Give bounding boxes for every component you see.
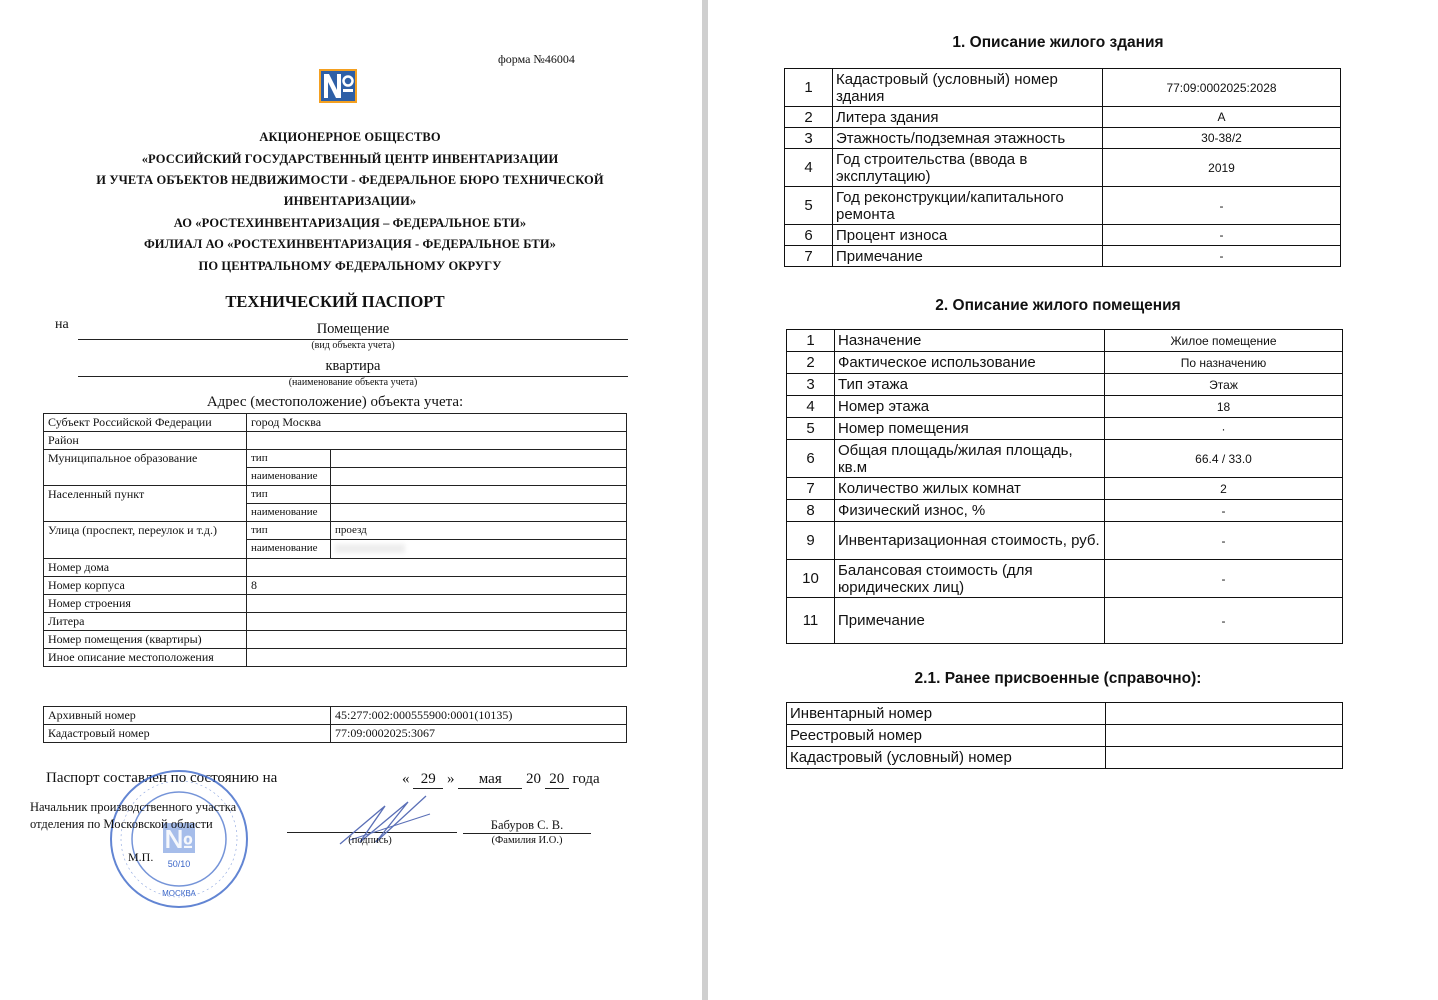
- table-row: [44, 631, 627, 649]
- table-row: [44, 577, 627, 595]
- row-label: Физический износ, %: [835, 500, 1105, 522]
- org-line-6: ФИЛИАЛ АО «РОСТЕХИНВЕНТАРИЗАЦИЯ - ФЕДЕРАЛЬНОЕ БТИ»: [143, 237, 557, 251]
- table-row: [787, 418, 1343, 440]
- street-label: Улица (проспект, переулок и т.д.): [44, 522, 247, 559]
- date-year-prefix: 20: [526, 771, 541, 787]
- row-value: [1106, 703, 1343, 725]
- object-name-caption: (наименование объекта учета): [288, 377, 418, 388]
- row-number: 4: [785, 149, 833, 187]
- date-open-quote: «: [402, 771, 410, 787]
- archive-label: Архивный номер: [44, 707, 331, 725]
- cadastral-value: 77:09:0002025:3067: [331, 725, 627, 743]
- row-value: ·: [1105, 418, 1343, 440]
- stamp-number: 50/10: [167, 859, 191, 869]
- row-value: А: [1103, 107, 1341, 128]
- row-label: Количество жилых комнат: [835, 478, 1105, 500]
- row-label: Примечание: [835, 598, 1105, 644]
- district-value: [247, 432, 627, 450]
- row-label: Номер этажа: [835, 396, 1105, 418]
- row-label: Процент износа: [833, 225, 1103, 246]
- section-2-title: 2. Описание жилого помещения: [935, 297, 1181, 314]
- other-value: [247, 649, 627, 667]
- chief-line-2: отделения по Московской области: [30, 817, 213, 831]
- row-value: [1106, 725, 1343, 747]
- object-name-value: квартира: [325, 358, 381, 374]
- building-value: 8: [247, 577, 627, 595]
- row-label: Этажность/подземная этажность: [833, 128, 1103, 149]
- street-name-value: [331, 540, 627, 559]
- structure-value: [247, 595, 627, 613]
- org-line-7: ПО ЦЕНТРАЛЬНОМУ ФЕДЕРАЛЬНОМУ ОКРУГУ: [198, 259, 502, 273]
- table-row: [785, 149, 1341, 187]
- street-name-label: наименование: [247, 540, 331, 559]
- table-row: [44, 522, 627, 540]
- row-number: 6: [787, 440, 835, 478]
- row-label: Кадастровый (условный) номер здания: [833, 69, 1103, 107]
- date-line: [402, 771, 600, 789]
- row-value: 30-38/2: [1103, 128, 1341, 149]
- table-row: [785, 225, 1341, 246]
- section-2-1-title: 2.1. Ранее присвоенные (справочно):: [914, 670, 1202, 687]
- row-value: 66.4 / 33.0: [1105, 440, 1343, 478]
- row-label: Фактическое использование: [835, 352, 1105, 374]
- table-row: [785, 187, 1341, 225]
- row-label: Номер помещения: [835, 418, 1105, 440]
- house-value: [247, 559, 627, 577]
- table-row: [44, 725, 627, 743]
- row-label: Балансовая стоимость (для юридических лиц): [835, 560, 1105, 598]
- object-name-line: [78, 356, 628, 377]
- section-1-title: 1. Описание жилого здания: [952, 34, 1164, 51]
- table-row: [785, 107, 1341, 128]
- object-type-caption: (вид объекта учета): [311, 340, 395, 351]
- address-table: [43, 413, 627, 667]
- redacted-blur: [335, 544, 405, 553]
- row-value: -: [1103, 225, 1341, 246]
- round-stamp: [108, 768, 250, 910]
- row-value: [1106, 747, 1343, 769]
- settlement-type-label: тип: [247, 486, 331, 504]
- table-row: [44, 559, 627, 577]
- row-value: Этаж: [1105, 374, 1343, 396]
- row-label: Тип этажа: [835, 374, 1105, 396]
- street-type-label: тип: [247, 522, 331, 540]
- settlement-name-label: наименование: [247, 504, 331, 522]
- row-label: Примечание: [833, 246, 1103, 267]
- settlement-name-value: [331, 504, 627, 522]
- litera-label: Литера: [44, 613, 247, 631]
- row-number: 1: [787, 330, 835, 352]
- table-row: [787, 330, 1343, 352]
- org-line-1: АКЦИОНЕРНОЕ ОБЩЕСТВО: [259, 130, 441, 144]
- table-row: [787, 703, 1343, 725]
- table-row: [44, 649, 627, 667]
- house-label: Номер дома: [44, 559, 247, 577]
- row-value: -: [1103, 187, 1341, 225]
- signer-name: Бабуров С. В.: [463, 817, 591, 834]
- form-number: форма №46004: [498, 52, 575, 66]
- date-month: мая: [458, 771, 522, 789]
- apartment-label: Номер помещения (квартиры): [44, 631, 247, 649]
- row-number: 7: [785, 246, 833, 267]
- row-value: 18: [1105, 396, 1343, 418]
- passport-state-text: Паспорт составлен по состоянию на: [46, 770, 278, 786]
- row-number: 7: [787, 478, 835, 500]
- row-label: Литера здания: [833, 107, 1103, 128]
- left-page: [0, 0, 702, 1000]
- row-number: 5: [785, 187, 833, 225]
- org-line-2: «РОССИЙСКИЙ ГОСУДАРСТВЕННЫЙ ЦЕНТР ИНВЕНТАРИЗАЦИИ: [141, 152, 559, 166]
- previous-numbers-table: [786, 702, 1343, 769]
- row-number: 11: [787, 598, 835, 644]
- row-value: -: [1105, 522, 1343, 560]
- table-row: [44, 486, 627, 504]
- org-line-3: И УЧЕТА ОБЪЕКТОВ НЕДВИЖИМОСТИ - ФЕДЕРАЛЬНОЕ БЮРО ТЕХНИЧЕСКОЙ: [96, 173, 604, 187]
- table-row: [44, 613, 627, 631]
- row-value: 77:09:0002025:2028: [1103, 69, 1341, 107]
- table-row: [785, 246, 1341, 267]
- row-number: 8: [787, 500, 835, 522]
- row-value: -: [1105, 598, 1343, 644]
- table-row: [787, 352, 1343, 374]
- other-label: Иное описание местоположения: [44, 649, 247, 667]
- date-year-word: года: [572, 771, 600, 787]
- signature-caption: (подпись): [348, 835, 392, 846]
- row-number: 3: [785, 128, 833, 149]
- building-label: Номер корпуса: [44, 577, 247, 595]
- row-label: Общая площадь/жилая площадь, кв.м: [835, 440, 1105, 478]
- archive-table: [43, 706, 627, 743]
- row-value: Жилое помещение: [1105, 330, 1343, 352]
- bti-logo-icon: [319, 69, 357, 103]
- stamp-city: МОСКВА: [162, 889, 196, 898]
- row-label: Кадастровый (условный) номер: [787, 747, 1106, 769]
- row-number: 2: [787, 352, 835, 374]
- row-label: Инвентаризационная стоимость, руб.: [835, 522, 1105, 560]
- street-type-value: проезд: [331, 522, 627, 540]
- row-number: 4: [787, 396, 835, 418]
- table-row: [787, 478, 1343, 500]
- table-row: [787, 374, 1343, 396]
- row-label: Назначение: [835, 330, 1105, 352]
- row-number: 5: [787, 418, 835, 440]
- on-label: на: [55, 317, 69, 332]
- table-row: [787, 598, 1343, 644]
- row-label: Реестровый номер: [787, 725, 1106, 747]
- svg-text:№: №: [164, 824, 194, 854]
- table-row: [787, 522, 1343, 560]
- row-number: 3: [787, 374, 835, 396]
- stamp-place: М.П.: [128, 850, 154, 864]
- premise-table: [786, 329, 1343, 644]
- table-row: [787, 560, 1343, 598]
- table-row: [787, 500, 1343, 522]
- signer-caption: (Фамилия И.О.): [491, 835, 563, 846]
- municipal-type-value: [331, 450, 627, 468]
- building-table: [784, 68, 1341, 267]
- row-value: 2: [1105, 478, 1343, 500]
- table-row: [787, 396, 1343, 418]
- row-value: -: [1103, 246, 1341, 267]
- row-value: -: [1105, 500, 1343, 522]
- table-row: [44, 450, 627, 468]
- table-row: [785, 128, 1341, 149]
- row-value: По назначению: [1105, 352, 1343, 374]
- chief-line-1: Начальник производственного участка: [30, 800, 237, 814]
- apartment-value: [247, 631, 627, 649]
- archive-value: 45:277:002:000555900:0001(10135): [331, 707, 627, 725]
- row-label: Инвентарный номер: [787, 703, 1106, 725]
- table-row: [44, 414, 627, 432]
- row-value: -: [1105, 560, 1343, 598]
- structure-label: Номер строения: [44, 595, 247, 613]
- table-row: [785, 69, 1341, 107]
- object-type-line: [78, 319, 628, 340]
- row-number: 6: [785, 225, 833, 246]
- table-row: [787, 440, 1343, 478]
- object-type-value: Помещение: [316, 321, 390, 337]
- cadastral-label: Кадастровый номер: [44, 725, 331, 743]
- row-number: 1: [785, 69, 833, 107]
- date-year-suffix: 20: [545, 771, 569, 789]
- address-heading: Адрес (местоположение) объекта учета:: [206, 394, 464, 410]
- table-row: [787, 747, 1343, 769]
- municipal-label: Муниципальное образование: [44, 450, 247, 486]
- table-row: [44, 707, 627, 725]
- municipal-name-label: наименование: [247, 468, 331, 486]
- row-label: Год реконструкции/капитального ремонта: [833, 187, 1103, 225]
- subject-label: Субъект Российской Федерации: [44, 414, 247, 432]
- doc-title: ТЕХНИЧЕСКИЙ ПАСПОРТ: [225, 292, 445, 311]
- subject-value: город Москва: [247, 414, 627, 432]
- district-label: Район: [44, 432, 247, 450]
- table-row: [44, 595, 627, 613]
- table-row: [44, 432, 627, 450]
- row-value: 2019: [1103, 149, 1341, 187]
- row-number: 10: [787, 560, 835, 598]
- org-line-5: АО «РОСТЕХИНВЕНТАРИЗАЦИЯ – ФЕДЕРАЛЬНОЕ БТИ»: [173, 216, 527, 230]
- row-number: 9: [787, 522, 835, 560]
- municipal-name-value: [331, 468, 627, 486]
- municipal-type-label: тип: [247, 450, 331, 468]
- date-day: 29: [413, 771, 443, 789]
- row-number: 2: [785, 107, 833, 128]
- settlement-label: Населенный пункт: [44, 486, 247, 522]
- right-page: [708, 0, 1438, 1000]
- date-close-quote: »: [447, 771, 455, 787]
- row-label: Год строительства (ввода в эксплутацию): [833, 149, 1103, 187]
- table-row: [787, 725, 1343, 747]
- org-line-4: ИНВЕНТАРИЗАЦИИ»: [283, 194, 417, 208]
- litera-value: [247, 613, 627, 631]
- settlement-type-value: [331, 486, 627, 504]
